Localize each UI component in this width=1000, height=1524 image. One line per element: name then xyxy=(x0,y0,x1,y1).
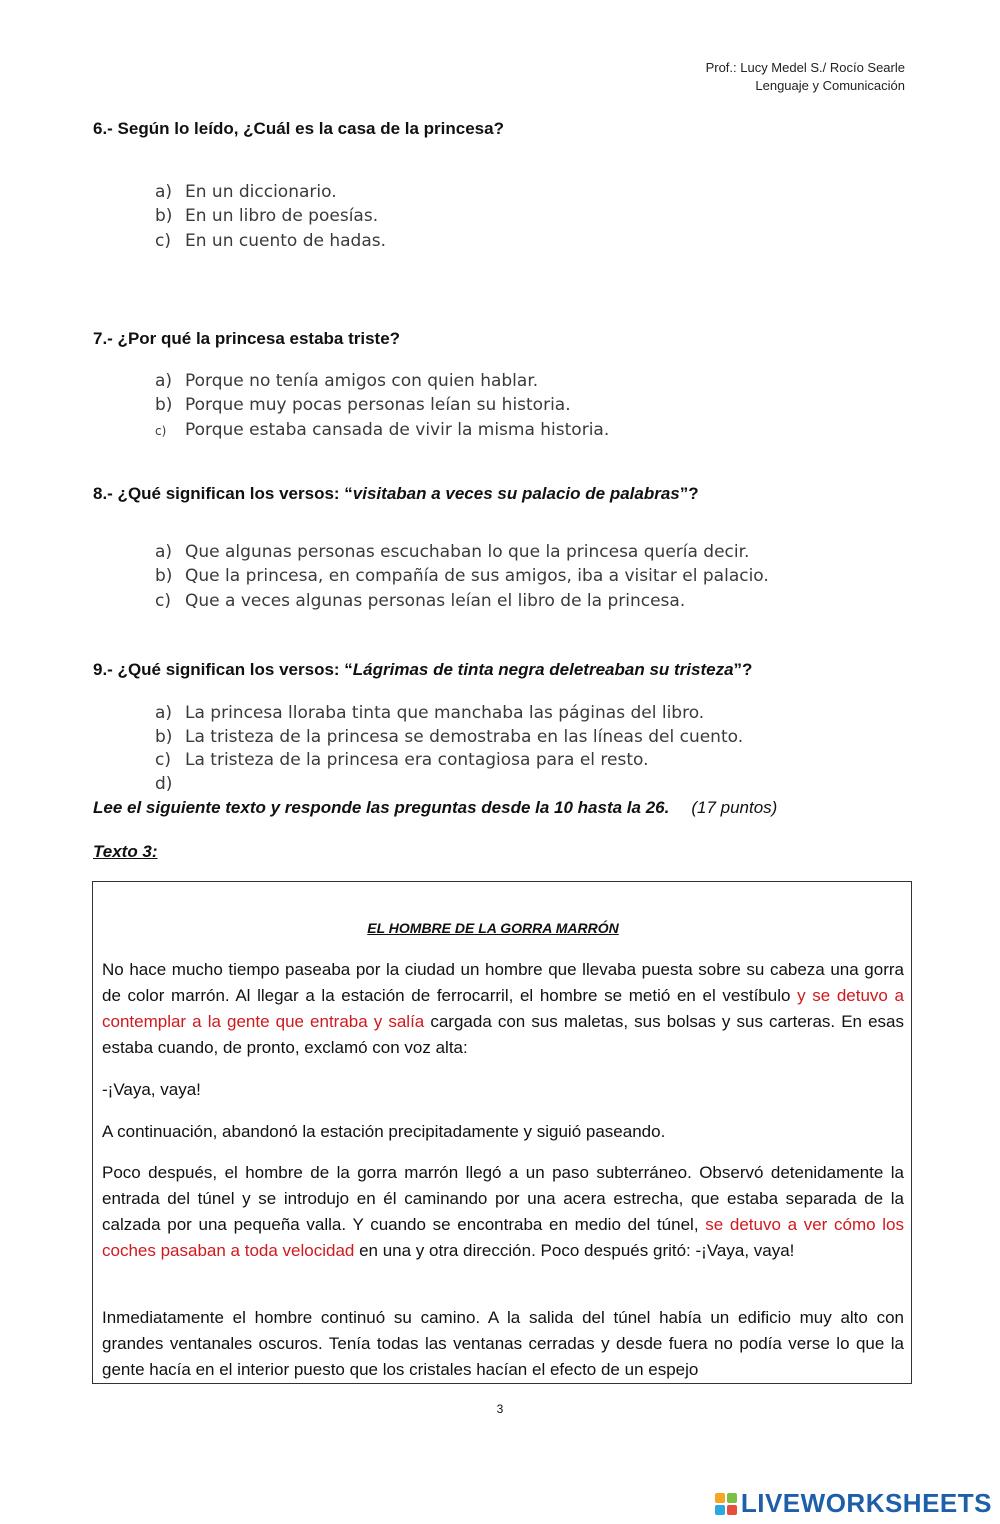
option-text: La princesa lloraba tinta que manchaba las páginas del libro. xyxy=(185,703,705,723)
page-number: 3 xyxy=(496,1402,504,1416)
option-letter: b) xyxy=(155,727,173,747)
option-letter: c) xyxy=(155,231,171,251)
texto-label: Texto 3: xyxy=(93,842,158,861)
option-text: Que algunas personas escuchaban lo que la princesa quería decir. xyxy=(185,542,750,562)
option-text: En un cuento de hadas. xyxy=(185,231,387,251)
question-8-title-post: ”? xyxy=(679,484,699,503)
question-9-title-post: ”? xyxy=(733,660,753,679)
question-7-option-a[interactable] xyxy=(155,371,538,391)
question-9-option-d[interactable] xyxy=(155,774,185,794)
story-p1-highlight: y se detuvo a contemplar a la gente que entraba y salía xyxy=(102,986,904,1031)
question-6-option-c[interactable] xyxy=(155,231,386,251)
question-8-title xyxy=(93,484,699,504)
option-text: En un libro de poesías. xyxy=(185,206,379,226)
option-letter: b) xyxy=(155,566,173,586)
story-paragraph-2: -¡Vaya, vaya! xyxy=(102,1080,201,1099)
question-8-option-b[interactable] xyxy=(155,566,769,586)
option-letter: c) xyxy=(155,750,171,770)
header-teachers: Prof.: Lucy Medel S./ Rocío Searle xyxy=(705,60,905,75)
instruction-line xyxy=(93,798,777,818)
question-9-title-pre: 9.- ¿Qué significan los versos: “ xyxy=(93,660,353,679)
option-text: Que a veces algunas personas leían el libro de la princesa. xyxy=(185,591,686,611)
question-8-option-c[interactable] xyxy=(155,591,685,611)
option-letter: c) xyxy=(155,591,171,611)
story-p1-text-a: No hace mucho tiempo paseaba por la ciudad un hombre que llevaba puesta sobre su cabeza una gorra de color marrón. Al llegar a la estación de ferrocarril, el hombre se metió en el vestíbulo xyxy=(102,960,904,1005)
story-p4-text-b: en una y otra dirección. Poco después gritó: -¡Vaya, vaya! xyxy=(354,1241,795,1260)
logo-square xyxy=(715,1505,725,1515)
question-6-option-a[interactable] xyxy=(155,182,337,202)
story-title: EL HOMBRE DE LA GORRA MARRÓN xyxy=(367,920,619,936)
question-6-option-b[interactable] xyxy=(155,206,378,226)
option-letter: b) xyxy=(155,395,173,415)
logo-square xyxy=(727,1493,737,1503)
question-7-option-c[interactable] xyxy=(155,420,609,440)
option-letter: a) xyxy=(155,703,173,723)
option-letter: a) xyxy=(155,542,173,562)
option-text: Que la princesa, en compañía de sus amigos, iba a visitar el palacio. xyxy=(185,566,769,586)
option-letter: d) xyxy=(155,774,173,794)
option-text: Porque muy pocas personas leían su historia. xyxy=(185,395,571,415)
story-p1-text-b: cargada con sus maletas, sus bolsas y sus carteras. En esas estaba cuando, de pronto, exclamó con voz alta: xyxy=(102,1012,904,1057)
option-text: La tristeza de la princesa era contagiosa para el resto. xyxy=(185,750,649,770)
question-8-verse: visitaban a veces su palacio de palabras xyxy=(352,484,680,503)
instruction-text: Lee el siguiente texto y responde las preguntas desde la 10 hasta la 26. xyxy=(93,798,670,817)
page-header xyxy=(706,60,905,93)
question-9-title xyxy=(93,660,752,680)
question-7-option-b[interactable] xyxy=(155,395,571,415)
story-p4-highlight: se detuvo a ver cómo los coches pasaban a toda velocidad xyxy=(102,1215,904,1260)
logo-text: LIVEWORKSHEETS xyxy=(740,1488,992,1518)
logo-square xyxy=(715,1493,725,1503)
question-7-title: 7.- ¿Por qué la princesa estaba triste? xyxy=(93,329,401,348)
option-text: Porque no tenía amigos con quien hablar. xyxy=(185,371,539,391)
story-paragraph-4 xyxy=(102,1160,904,1264)
option-text: En un diccionario. xyxy=(185,182,337,202)
option-letter: a) xyxy=(155,371,173,391)
story-paragraph-5: Inmediatamente el hombre continuó su camino. A la salida del túnel había un edificio muy alto con grandes ventanales oscuros. Tenía todas las ventanas cerradas y desde fuera no podía verse lo que la gente hacía en el interior puesto que los cristales hacían el efecto de un espejo xyxy=(102,1308,904,1379)
question-8-title-pre: 8.- ¿Qué significan los versos: “ xyxy=(93,484,353,503)
liveworksheets-logo[interactable] xyxy=(715,1488,992,1519)
question-8-option-a[interactable] xyxy=(155,542,749,562)
question-9-option-b[interactable] xyxy=(155,727,743,747)
question-9-verse: Lágrimas de tinta negra deletreaban su tristeza xyxy=(352,660,734,679)
question-9-option-c[interactable] xyxy=(155,750,649,770)
option-letter: b) xyxy=(155,206,173,226)
story-paragraph-1 xyxy=(102,957,904,1061)
logo-square xyxy=(727,1505,737,1515)
logo-grid-icon xyxy=(715,1493,737,1515)
option-text: La tristeza de la princesa se demostraba en las líneas del cuento. xyxy=(185,727,744,747)
header-subject: Lenguaje y Comunicación xyxy=(755,78,905,93)
question-9-option-a[interactable] xyxy=(155,703,704,723)
question-6-title: 6.- Según lo leído, ¿Cuál es la casa de la princesa? xyxy=(93,119,504,138)
instruction-points: (17 puntos) xyxy=(691,798,778,817)
story-p4-text-a: Poco después, el hombre de la gorra marrón llegó a un paso subterráneo. Observó detenidamente la entrada del túnel y se introdujo en él caminando por una acera estrecha, que estaba separada de la calzada por una pequeña valla. Y cuando se encontraba en medio del túnel, xyxy=(102,1163,904,1234)
option-text: Porque estaba cansada de vivir la misma historia. xyxy=(185,420,610,440)
option-letter: c) xyxy=(155,424,167,438)
option-letter: a) xyxy=(155,182,173,202)
story-paragraph-3: A continuación, abandonó la estación precipitadamente y siguió paseando. xyxy=(102,1122,666,1141)
